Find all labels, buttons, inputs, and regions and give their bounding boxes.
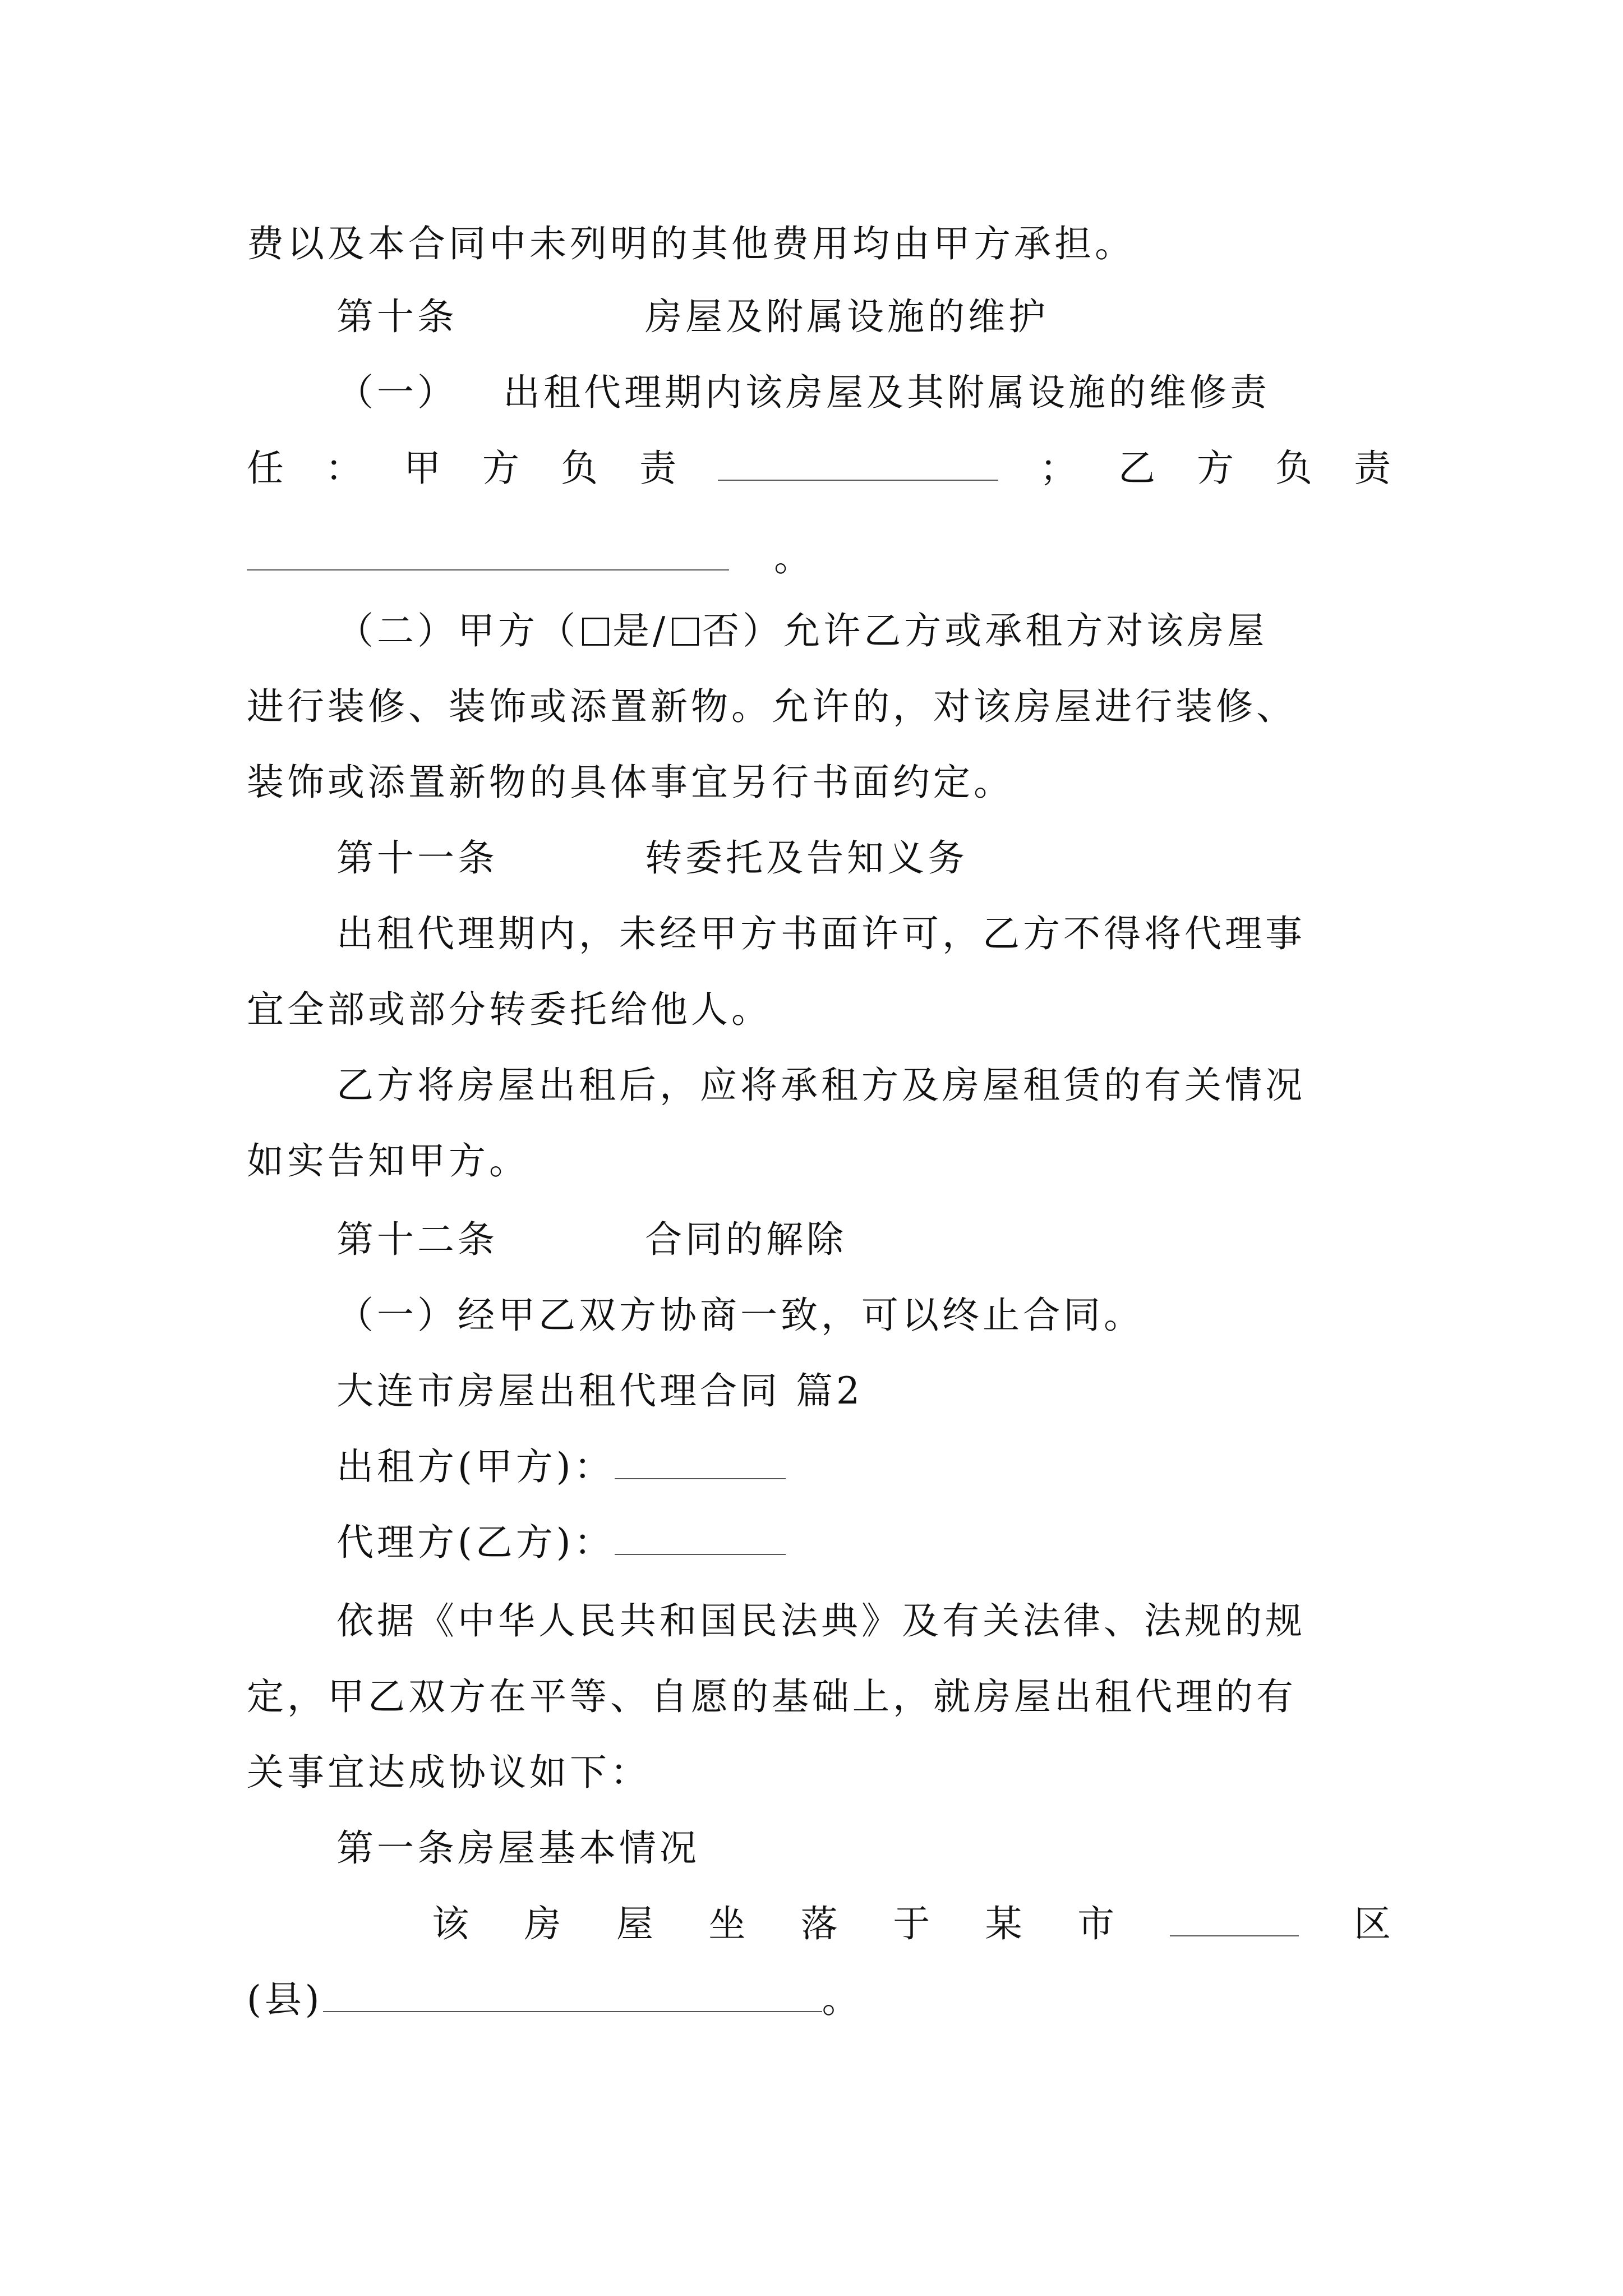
article-10-number: 第十条 [336, 295, 458, 338]
clause-prefix: （二）甲方（ [336, 609, 579, 652]
spread-char: 责 [639, 447, 676, 490]
paragraph-line: （一） 出租代理期内该房屋及其附属设施的维修责 [336, 371, 1270, 414]
district-blank[interactable] [1170, 1901, 1299, 1936]
lessor-label: 出租方(甲方)： [336, 1445, 615, 1488]
spread-char: 负 [561, 447, 598, 490]
section-title: 大连市房屋出租代理合同 篇2 [336, 1369, 863, 1412]
lessor-blank[interactable] [615, 1443, 786, 1479]
no-label: 否）允许乙方或承租方对该房屋 [702, 609, 1268, 652]
spread-char: ： [325, 447, 362, 490]
agent-label: 代理方(乙方)： [336, 1521, 615, 1564]
spread-char: 方 [1197, 447, 1234, 490]
paragraph-line: 费以及本合同中未列明的其他费用均由甲方承担。 [247, 222, 1135, 265]
article-11-number: 第十一条 [336, 836, 498, 880]
spread-char: 于 [893, 1902, 930, 1945]
no-checkbox[interactable] [672, 618, 699, 646]
spread-char: 负 [1275, 447, 1312, 490]
period: 。 [822, 1978, 863, 2021]
spread-char: 该 [432, 1902, 469, 1945]
paragraph-line: 乙方将房屋出租后，应将承租方及房屋租赁的有关情况 [336, 1064, 1306, 1107]
article-12-number: 第十二条 [336, 1218, 498, 1261]
article-10-title: 房屋及附属设施的维护 [645, 295, 1049, 338]
county-label: (县) [247, 1978, 323, 2021]
spread-char: 房 [524, 1902, 561, 1945]
spread-char: 屋 [616, 1902, 653, 1945]
paragraph-line: （一）经甲乙双方协商一致，可以终止合同。 [336, 1294, 1144, 1337]
article-1-title: 第一条房屋基本情况 [336, 1826, 700, 1870]
county-line [247, 1972, 863, 2028]
party-b-repair-blank[interactable] [247, 535, 729, 570]
spread-char: 甲 [404, 447, 441, 490]
location-line [432, 1896, 1391, 1952]
paragraph-line: 定，甲乙双方在平等、自愿的基础上，就房屋出租代理的有 [247, 1675, 1297, 1718]
yes-label: 是/ [612, 609, 669, 652]
article-12-title: 合同的解除 [645, 1218, 847, 1261]
agent-line [336, 1515, 786, 1571]
spread-char: 某 [985, 1902, 1022, 1945]
county-blank[interactable] [323, 1976, 822, 2012]
renovation-clause-line [336, 603, 1267, 659]
paragraph-line: 出租代理期内，未经甲方书面许可，乙方不得将代理事 [336, 912, 1306, 955]
agent-blank[interactable] [615, 1519, 786, 1555]
spread-char: 任 [247, 447, 284, 490]
spread-char: 坐 [708, 1902, 746, 1945]
paragraph-line: 关事宜达成协议如下： [247, 1751, 651, 1794]
spread-char: 乙 [1118, 447, 1155, 490]
paragraph-line: 装饰或添置新物的具体事宜另行书面约定。 [247, 761, 1014, 804]
yes-checkbox[interactable] [582, 618, 609, 646]
repair-responsibility-line [247, 440, 1391, 496]
paragraph-line: 依据《中华人民共和国民法典》及有关法律、法规的规 [336, 1599, 1306, 1642]
spread-char: 市 [1077, 1902, 1115, 1945]
period: 。 [774, 536, 814, 579]
paragraph-line: 宜全部或部分转委托给他人。 [247, 988, 772, 1031]
spread-char: 区 [1353, 1902, 1391, 1945]
spread-char: ； [1040, 447, 1077, 490]
party-b-repair-line [247, 530, 814, 586]
spread-char: 责 [1354, 447, 1391, 490]
spread-char: 方 [482, 447, 519, 490]
spread-char: 落 [800, 1902, 838, 1945]
paragraph-line: 如实告知甲方。 [247, 1139, 529, 1182]
paragraph-line: 进行装修、装饰或添置新物。允许的，对该房屋进行装修、 [247, 685, 1297, 728]
article-11-title: 转委托及告知义务 [645, 836, 968, 880]
party-a-repair-blank[interactable] [718, 445, 998, 481]
lessor-line [336, 1439, 786, 1495]
